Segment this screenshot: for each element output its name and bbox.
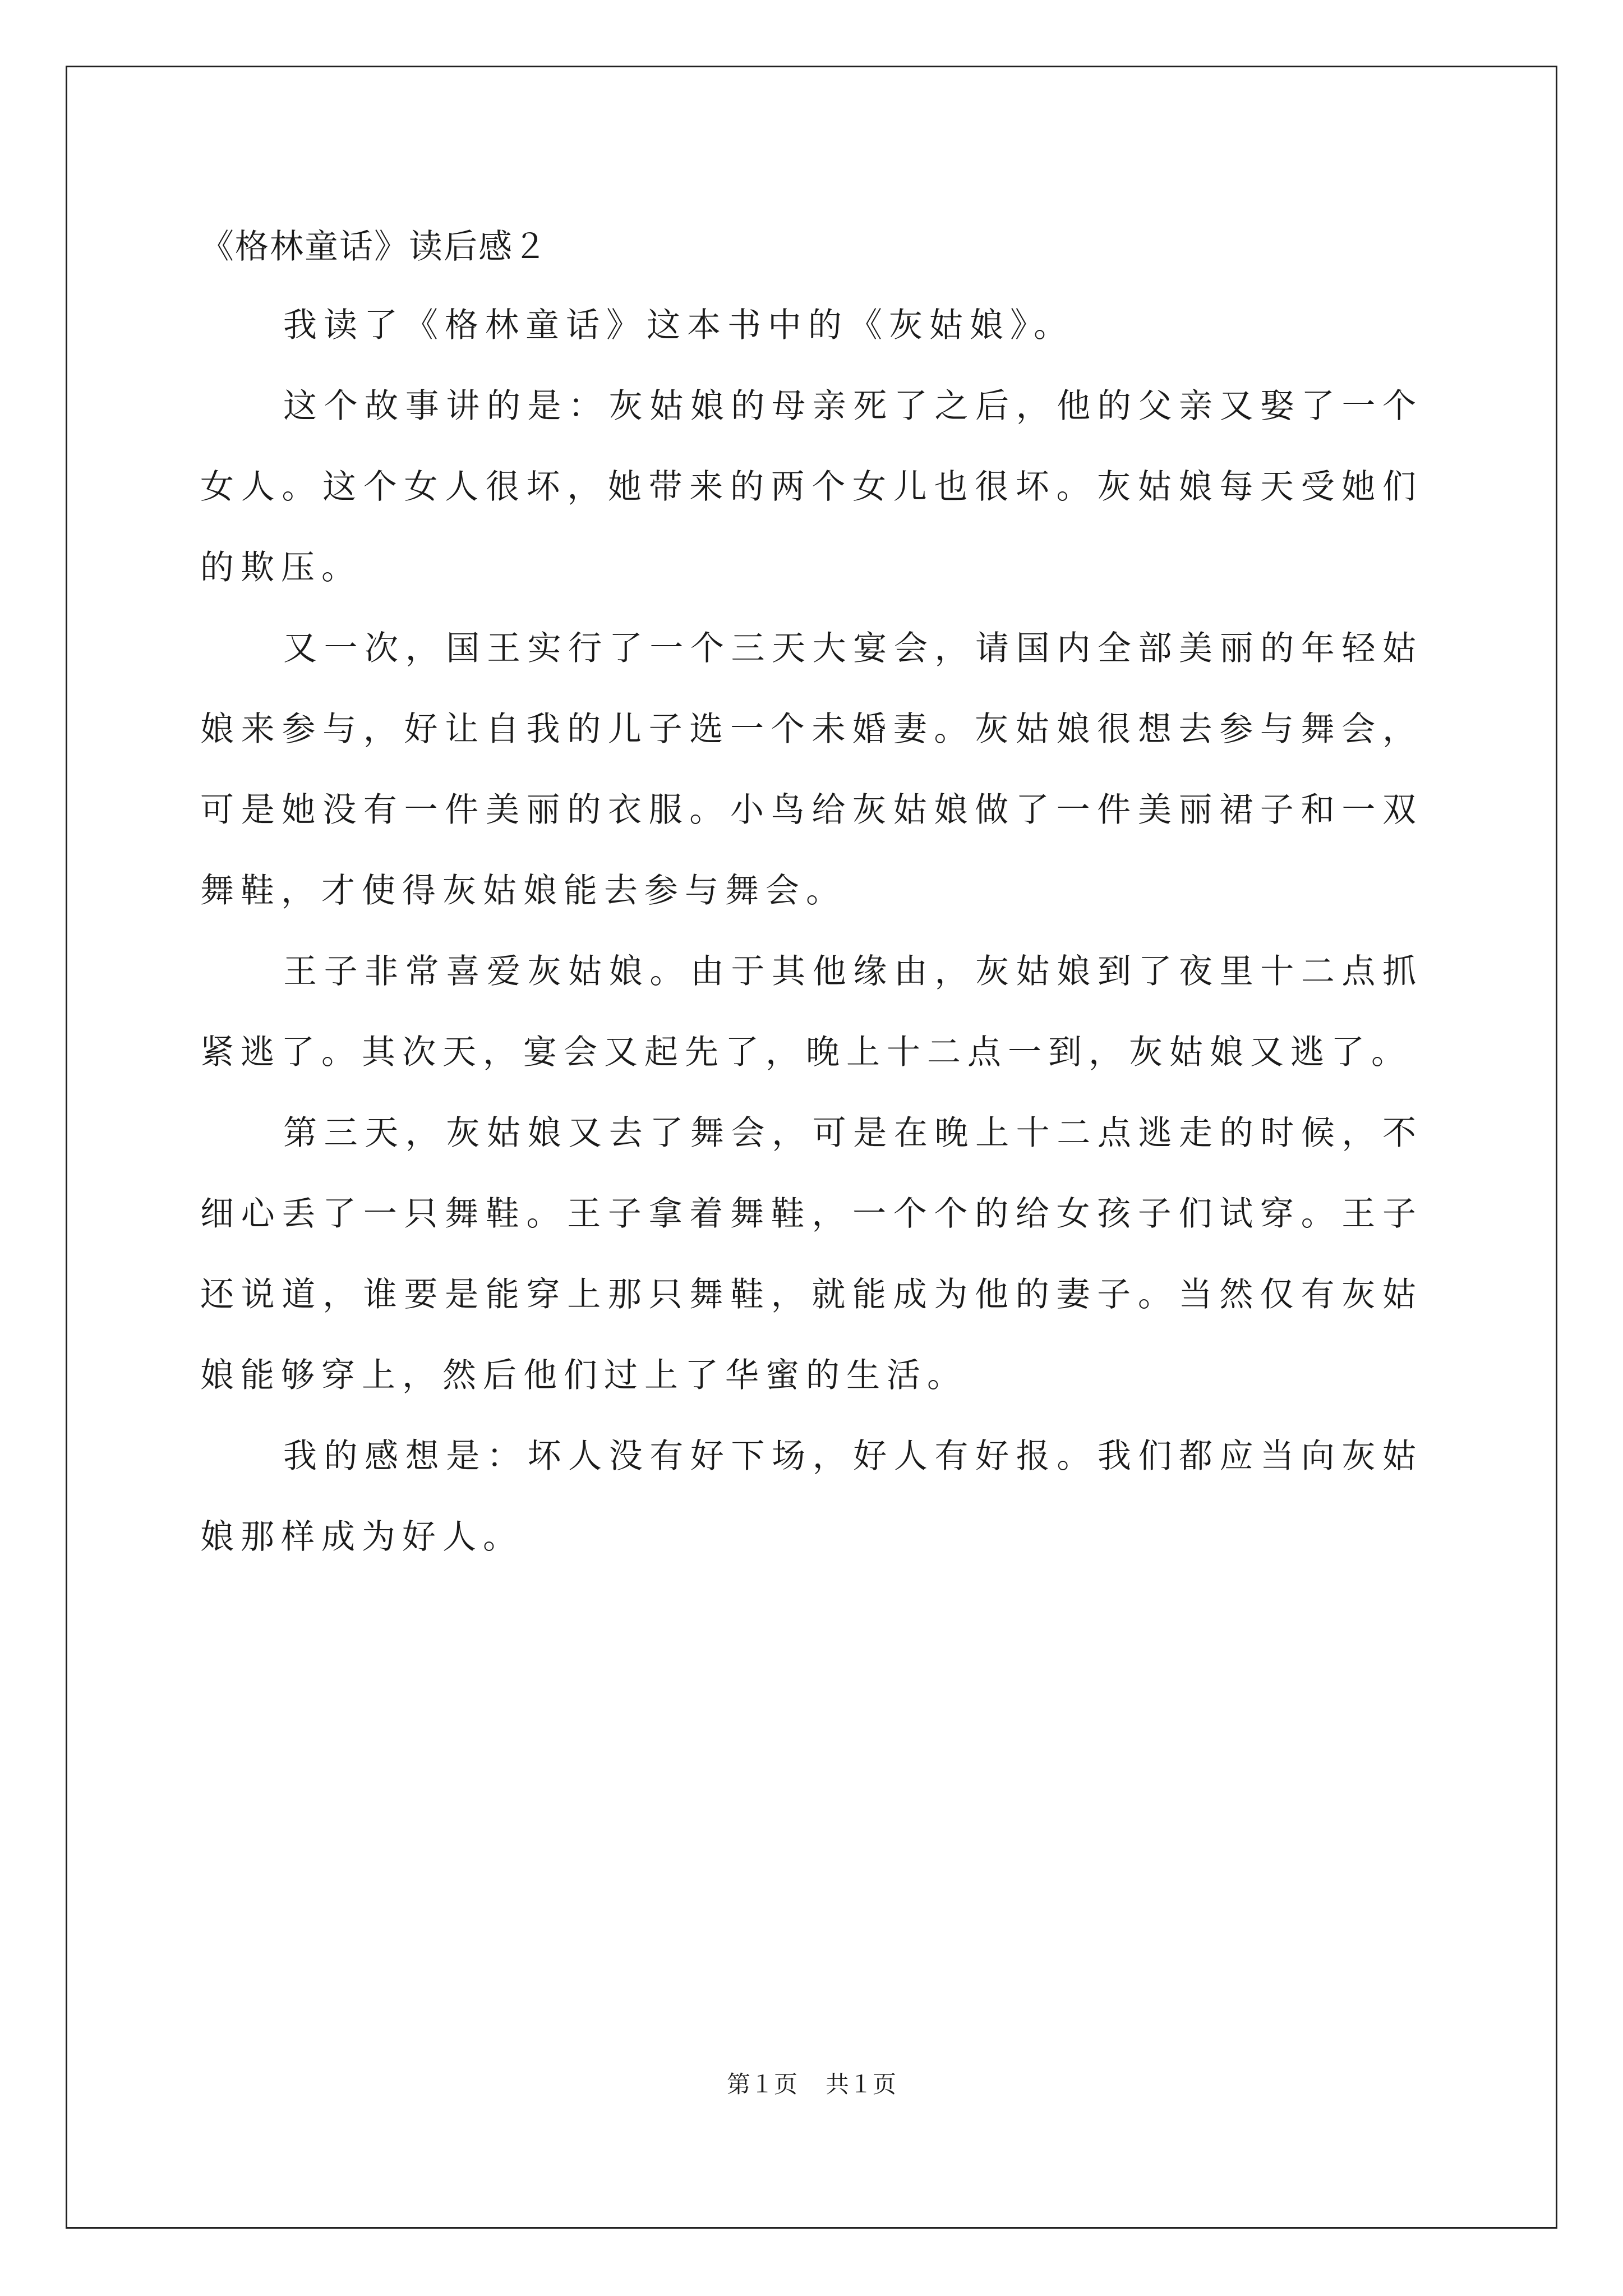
paragraph: 我读了《格林童话》这本书中的《灰姑娘》。 — [283, 306, 1074, 345]
page-number: 第１页 — [726, 2070, 797, 2098]
paragraph: 我的感想是：坏人没有好下场，好人有好报。我们都应当向灰姑娘那样成为好人。 — [200, 1437, 1423, 1557]
paragraph: 第三天，灰姑娘又去了舞会，可是在晚上十二点逃走的时候，不细心丢了一只舞鞋。王子拿着舞鞋，一个个的给女孩子们试穿。王子还说道，谁要是能穿上那只舞鞋，就能成为他的妻子。当然仅有灰姑娘能够穿上，然后他们过上了华蜜的生活。 — [200, 1114, 1423, 1395]
paragraph: 又一次，国王实行了一个三天大宴会，请国内全部美丽的年轻姑娘来参与，好让自我的儿子选一个未婚妻。灰姑娘很想去参与舞会，可是她没有一件美丽的衣服。小鸟给灰姑娘做了一件美丽裙子和一双舞鞋，才使得灰姑娘能去参与舞会。 — [200, 629, 1423, 910]
document-body — [200, 285, 1423, 1577]
paragraph: 王子非常喜爱灰姑娘。由于其他缘由，灰姑娘到了夜里十二点抓紧逃了。其次天，宴会又起先了，晚上十二点一到，灰姑娘又逃了。 — [200, 952, 1423, 1072]
document-title: 《格林童话》读后感２ — [200, 227, 548, 266]
page-total: 共１页 — [826, 2070, 897, 2098]
page-footer — [0, 2069, 1623, 2100]
paragraph: 这个故事讲的是：灰姑娘的母亲死了之后，他的父亲又娶了一个女人。这个女人很坏，她带来的两个女儿也很坏。灰姑娘每天受她们的欺压。 — [200, 386, 1423, 587]
